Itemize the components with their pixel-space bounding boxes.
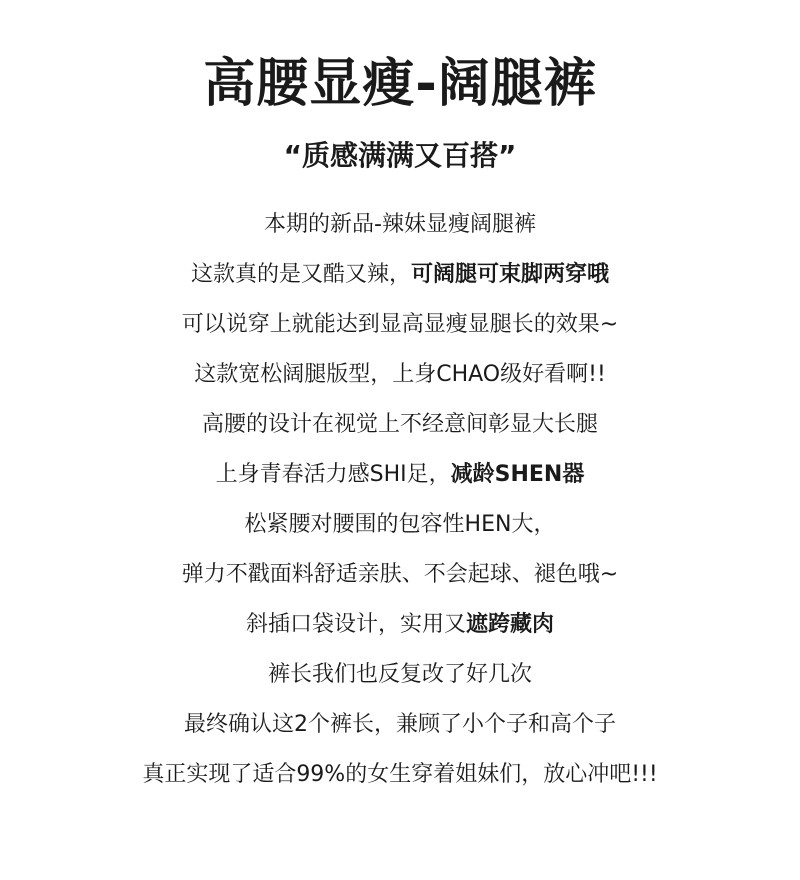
- description-line: [0, 200, 800, 250]
- line-text: 可以说穿上就能达到显高显瘦显腿长的效果~: [181, 312, 619, 337]
- line-text: 这款宽松阔腿版型，上身CHAO级好看啊!!: [194, 362, 606, 387]
- line-bold-text: 可阔腿可束脚两穿哦: [411, 262, 610, 287]
- line-text: 最终确认这2个裤长，兼顾了小个子和高个子: [184, 712, 616, 737]
- description-line: [0, 650, 800, 700]
- line-text: 松紧腰对腰围的包容性HEN大，: [244, 512, 556, 537]
- description-lines: [0, 200, 800, 800]
- line-text: 裤长我们也反复改了好几次: [267, 662, 532, 687]
- line-bold-text: 遮跨藏肉: [466, 612, 555, 637]
- description-line: [0, 700, 800, 750]
- line-text: 真正实现了适合99%的女生穿着姐妹们，放心冲吧!!!: [142, 762, 658, 787]
- description-line: [0, 750, 800, 800]
- description-line: [0, 400, 800, 450]
- line-bold-text: 减龄SHEN器: [450, 462, 585, 487]
- line-text: 弹力不戳面料舒适亲肤、不会起球、褪色哦~: [181, 562, 619, 587]
- description-line: [0, 600, 800, 650]
- description-line: [0, 300, 800, 350]
- description-line: [0, 250, 800, 300]
- description-line: [0, 500, 800, 550]
- description-line: [0, 550, 800, 600]
- description-line: [0, 450, 800, 500]
- page-title: 高腰显瘦-阔腿裤: [203, 54, 597, 114]
- line-text: 斜插口袋设计，实用又: [245, 612, 466, 637]
- line-text: 本期的新品-辣妹显瘦阔腿裤: [264, 212, 536, 237]
- line-text: 这款真的是又酷又辣，: [190, 262, 411, 287]
- line-text: 上身青春活力感SHI足，: [215, 462, 451, 487]
- description-line: [0, 350, 800, 400]
- page-subtitle: “质感满满又百搭”: [283, 139, 517, 172]
- line-text: 高腰的设计在视觉上不经意间彰显大长腿: [201, 412, 598, 437]
